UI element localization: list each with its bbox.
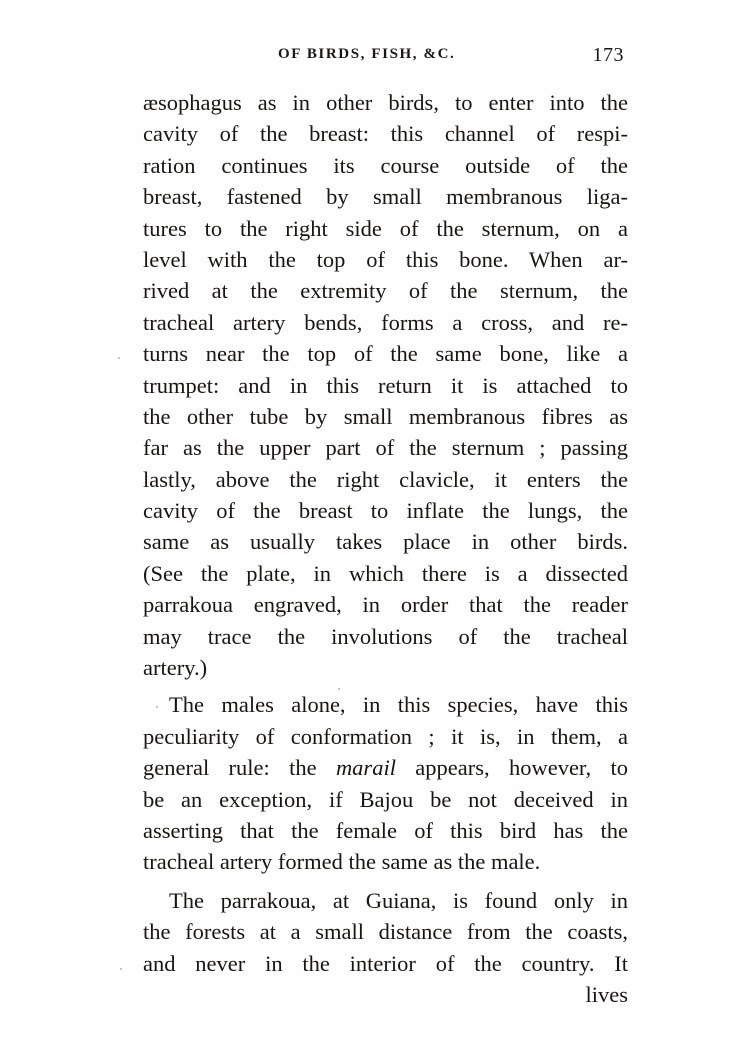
text-line: The parrakoua, at Guiana, is found only in: [169, 887, 628, 913]
text-line: breast, fastened by small membranous liga-: [143, 184, 628, 210]
text-line: (See the plate, in which there is a dissected: [143, 560, 628, 586]
paper-speck: [118, 357, 120, 359]
text-run: general rule: the: [143, 755, 336, 781]
paper-speck: [156, 706, 158, 708]
paragraph-3: [143, 885, 628, 1011]
text-line: tures to the right side of the sternum, on a: [143, 215, 628, 241]
text-line: tracheal artery formed the same as the male.: [143, 849, 541, 875]
text-line: peculiarity of conformation ; it is, in them, a: [143, 723, 628, 749]
text-line: cavity of the breast to inflate the lungs, the: [143, 498, 628, 524]
page-number: 173: [592, 44, 624, 66]
paper-speck: [338, 688, 340, 690]
text-line: be an exception, if Bajou be not deceived in: [143, 786, 628, 812]
text-line: far as the upper part of the sternum ; passing: [143, 435, 628, 461]
paper-speck: [120, 968, 122, 970]
text-line: rived at the extremity of the sternum, the: [143, 278, 628, 304]
text-line: The males alone, in this species, have this: [169, 692, 628, 718]
text-line: lastly, above the right clavicle, it enters the: [143, 466, 628, 492]
text-line: tracheal artery bends, forms a cross, and re-: [143, 309, 628, 335]
text-line: may trace the involutions of the tracheal: [143, 623, 628, 649]
paragraph-1: [143, 87, 628, 683]
text-line: artery.): [143, 655, 208, 681]
catchword: lives: [585, 981, 628, 1007]
running-head: [278, 44, 624, 74]
italic-term: marail: [335, 755, 396, 781]
paragraph-2: [143, 689, 628, 877]
text-line: the forests at a small distance from the coasts,: [143, 919, 628, 945]
text-line: parrakoua engraved, in order that the reader: [143, 592, 628, 618]
body-text: [143, 87, 628, 1010]
text-line: level with the top of this bone. When ar-: [143, 246, 628, 272]
text-line: cavity of the breast: this channel of respi-: [143, 121, 628, 147]
text-line: the other tube by small membranous fibres as: [143, 403, 628, 429]
text-line: turns near the top of the same bone, like a: [143, 341, 628, 367]
text-line: same as usually takes place in other birds.: [143, 529, 628, 555]
text-line: ration continues its course outside of the: [143, 152, 628, 178]
text-line: trumpet: and in this return it is attached to: [143, 372, 628, 398]
text-run: appears, however, to: [395, 755, 628, 781]
running-title: OF BIRDS, FISH, &C.: [278, 46, 456, 62]
text-line: [143, 752, 628, 783]
text-line: and never in the interior of the country. It: [143, 950, 628, 976]
text-line: asserting that the female of this bird has the: [143, 817, 628, 843]
text-line: æsophagus as in other birds, to enter into the: [143, 90, 628, 115]
